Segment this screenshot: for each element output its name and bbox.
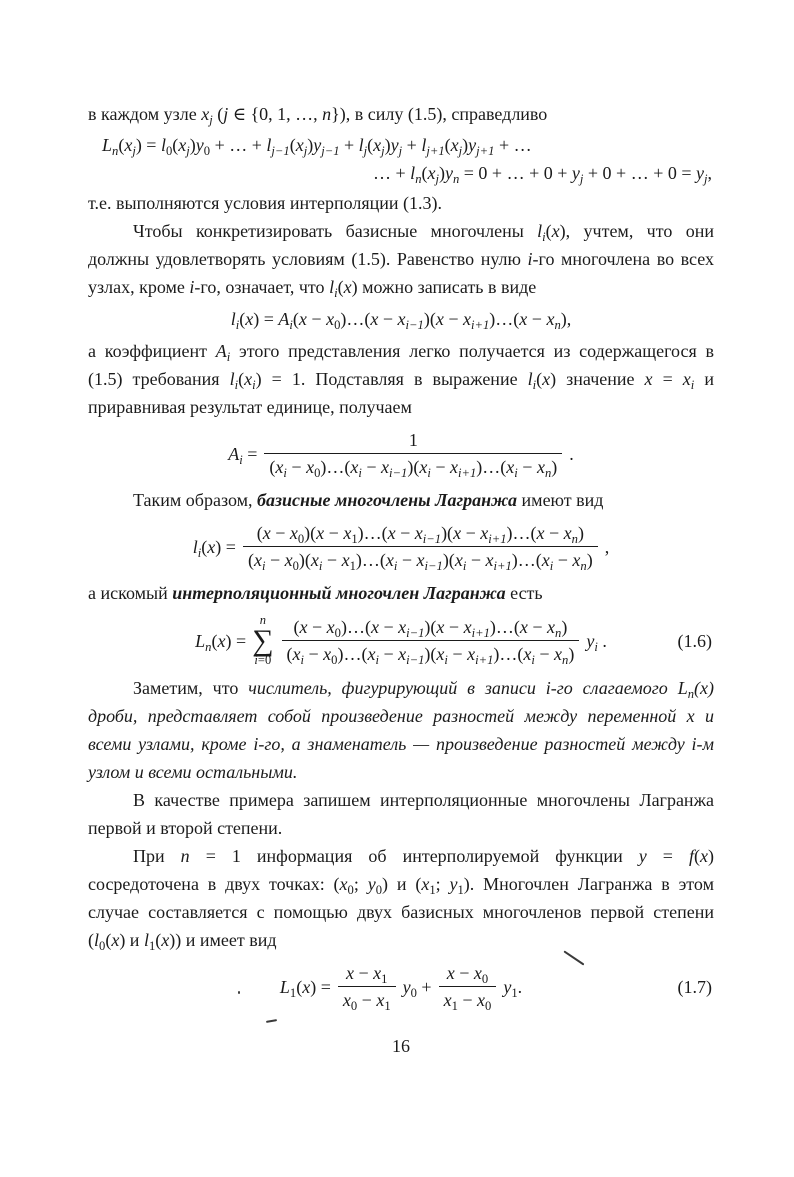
fraction-denominator: ($x_i$ − $x_0)\dots(x_i - x_{i-1})(x_i$ − $x_{i+1})\dots(x_i - x_n)$: [282, 640, 580, 666]
equation-lhs: $L_n(x)$ =: [195, 630, 247, 654]
scan-artifact-dot: [238, 991, 240, 994]
fraction-denominator: $x_0 - x_1$: [338, 986, 396, 1012]
sigma-icon: ∑: [252, 624, 274, 657]
fraction: [282, 615, 580, 666]
paragraph-note: Заметим, что числитель, фигурирующий в записи i-го слагаемого $L_n(x)$ дроби, представляет собой произведение разностей между переменной x и всеми узлами, кроме i-го, а знаменатель — произведение разностей между i-м узлом и всеми остальными.: [88, 678, 714, 782]
fraction: [439, 961, 497, 1012]
equation-coefficient-Ai: [88, 428, 714, 479]
summation-upper-limit: n: [259, 613, 266, 627]
fraction: [338, 961, 396, 1012]
paragraph-sought-polynomial: а искомый интерполяционный многочлен Лагранжа есть: [88, 583, 543, 603]
equation-lhs: $l_i(x)$ =: [192, 536, 236, 560]
equation-line-2: … + $l_n(x_j)y_n = 0$ + … + $0 + y_j + 0$ + … + $0 = y_j$,: [373, 163, 712, 187]
fraction: [264, 428, 562, 479]
equation-interpolation-check: [88, 131, 714, 187]
fraction-numerator: $x - x_1$: [346, 963, 388, 987]
paragraph-basis-polynomials: Чтобы конкретизировать базисные многочлены $l_i(x)$, учтем, что они должны удовлетворять условиям (1.5). Равенство нулю i-го многочлена во всех узлах, кроме i-го, означает, что $l_i(x)$ можно записать в виде: [88, 221, 714, 301]
scan-artifact-dash: [266, 1019, 277, 1022]
equation-basis-product: $l_i(x) = A_i(x$ − $x_0)\dots(x - x_{i-1})(x$ − $x_{i+1})\dots(x - x_n)$,: [230, 309, 572, 333]
fraction-numerator: $x - x_0$: [446, 963, 489, 987]
page-content: [88, 100, 714, 1060]
equation-number-tag: (1.7): [677, 976, 712, 997]
fraction: [243, 521, 598, 572]
fraction-numerator: $(x - x_0)\dots(x - x_{i-1})(x$ − $x_{i+1})\dots(x - x_n)$: [293, 617, 568, 641]
summation-lower-limit: i=0: [254, 653, 272, 667]
paragraph-thus: Таким образом, базисные многочлены Лагранжа имеют вид: [133, 490, 604, 510]
paragraph-n-equals-1: При n = 1 информация об интерполируемой функции y = f(x) сосредоточена в двух точках: ($x_0$; $y_0$) и ($x_1$; $y_1$). Многочлен Лагранжа в этом случае составляется с помощью двух базисных многочленов первой степени ($l_0(x)$ и $l_1(x)$) и имеет вид: [88, 846, 714, 954]
fraction-numerator: 1: [408, 430, 418, 450]
equation-lagrange-polynomial-1-6: [88, 614, 714, 667]
equation-number-tag: (1.6): [677, 630, 712, 651]
fraction-denominator: $(x_i - x_0)(x_i$ − $x_1)\dots(x_i - x_{i-1})(x_i$ − $x_{i+1})\dots(x_i - x_n)$: [243, 546, 598, 572]
page-number: 16: [392, 1036, 410, 1056]
summation-symbol: [252, 614, 273, 667]
equation-middle: $y_0$ +: [402, 976, 432, 1000]
equation-tail: $y_1$.: [503, 976, 523, 1000]
fraction-numerator: $(x - x_0)(x$ − $x_1)\dots(x - x_{i-1})(x$ − $x_{i+1})\dots(x - x_n)$: [256, 523, 584, 547]
equation-tail: ,: [604, 536, 610, 557]
paragraph-interpolation-conditions: т.е. выполняются условия интерполяции (1.3).: [88, 193, 442, 213]
equation-tail: .: [569, 443, 574, 464]
equation-tail: $y_i$ .: [586, 630, 607, 654]
paragraph-example: В качестве примера запишем интерполяционные многочлены Лагранжа первой и второй степени.: [88, 790, 714, 838]
fraction-denominator: ($x_i$ − $x_0)\dots(x_i - x_{i-1})(x_i$ − $x_{i+1})\dots(x_i - x_n)$: [264, 453, 562, 479]
equation-line-1: $L_n(x_j) = l_0(x_j)y_0$ + … + $l_{j-1}(x_j)y_{j-1} + l_j(x_j)y_j + l_{j+1}(x_j)y_{j+1}$ + …: [102, 135, 532, 159]
paragraph-node-condition: в каждом узле $x_j$ (j ∈ {0, 1, …, n}), в силу (1.5), справедливо: [88, 104, 548, 128]
equation-lhs: $A_i$ =: [228, 443, 258, 467]
equation-L1-formula-1-7: [88, 961, 714, 1012]
fraction-denominator: $x_1 - x_0$: [439, 986, 497, 1012]
equation-basis-polynomial-formula: [88, 521, 714, 572]
paragraph-coefficient: а коэффициент $A_i$ этого представления легко получается из содержащегося в (1.5) требования $l_i(x_i) = 1$. Подставляя в выражение $l_i(x)$ значение $x = x_i$ и приравнивая результат единице, получаем: [88, 341, 714, 417]
equation-lhs: $L_1(x)$ =: [279, 976, 331, 1000]
